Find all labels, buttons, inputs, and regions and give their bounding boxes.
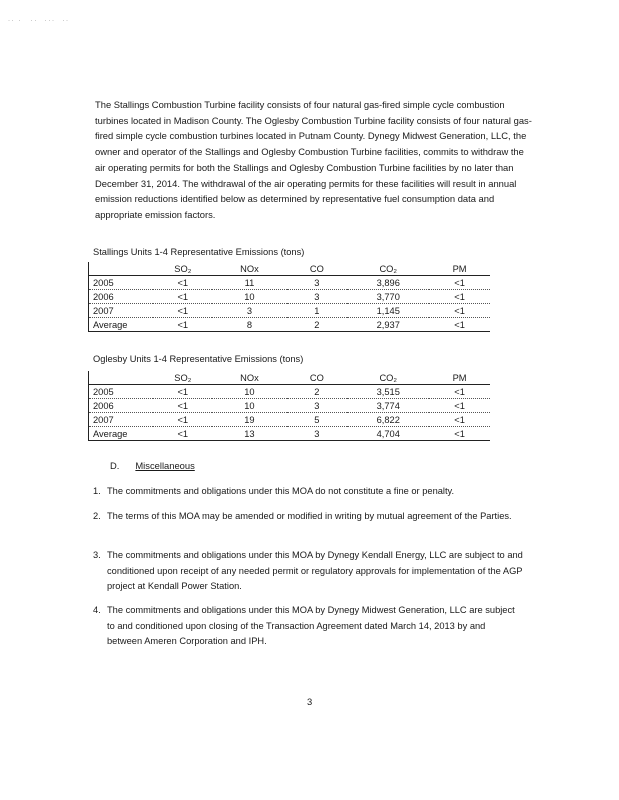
stallings-table-caption: Stallings Units 1-4 Representative Emissions (tons) [93, 247, 305, 257]
table-row [89, 385, 491, 399]
so2-cell: <1 [153, 290, 212, 304]
header-cell: NOx [212, 262, 286, 276]
co2-cell: 4,704 [347, 427, 429, 441]
co-cell: 3 [287, 290, 348, 304]
table-row [89, 276, 491, 290]
item-text: The terms of this MOA may be amended or modified in writing by mutual agreement of the Parties. [107, 511, 512, 521]
pm-cell: <1 [429, 399, 490, 413]
co-cell: 3 [287, 427, 348, 441]
co-cell: 3 [287, 276, 348, 290]
so2-cell: <1 [153, 427, 212, 441]
scan-specks: · · · · · · · · · · [8, 18, 68, 24]
pm-cell: <1 [429, 304, 490, 318]
nox-cell: 11 [212, 276, 286, 290]
pm-cell: <1 [429, 276, 490, 290]
table-header-row [89, 262, 491, 276]
header-cell: CO₂ [347, 371, 429, 385]
table-header-row [89, 371, 491, 385]
table-row [89, 427, 491, 441]
year-cell: 2007 [89, 304, 154, 318]
nox-cell: 10 [212, 290, 286, 304]
intro-paragraph: The Stallings Combustion Turbine facility consists of four natural gas-fired simple cycle combustion turbines located in Madison County. The Oglesby Combustion Turbine facility consists of four natural gas-fired simple cycle combustion turbines located in Putnam County. Dynegy Midwest Generation, LLC, the owner and operator of the Stallings and Oglesby Combustion Turbine facilities, commits to withdraw the air operating permits for both the Stallings and Oglesby Combustion Turbine facilities by no later than December 31, 2014. The withdrawal of the air operating permits for these facilities will result in annual emission reductions identified below as determined by representative fuel consumption data and appropriate emission factors. [95, 99, 532, 220]
year-cell: Average [89, 318, 154, 332]
year-cell: Average [89, 427, 154, 441]
co2-cell: 2,937 [347, 318, 429, 332]
pm-cell: <1 [429, 385, 490, 399]
section-heading [110, 460, 195, 471]
page-number: 3 [307, 696, 313, 707]
list-item [93, 603, 523, 650]
oglesby-table-caption: Oglesby Units 1-4 Representative Emissions (tons) [93, 354, 304, 364]
item-text: The commitments and obligations under this MOA by Dynegy Midwest Generation, LLC are subject to and conditioned upon closing of the Transaction Agreement dated March 14, 2013 by and between Ameren Corporation and IPH. [107, 605, 515, 647]
pm-cell: <1 [429, 318, 490, 332]
pm-cell: <1 [429, 290, 490, 304]
so2-cell: <1 [153, 304, 212, 318]
co-cell: 3 [287, 399, 348, 413]
co2-cell: 3,896 [347, 276, 429, 290]
header-cell: SO₂ [153, 371, 212, 385]
co-cell: 2 [287, 318, 348, 332]
year-cell: 2006 [89, 290, 154, 304]
co-cell: 2 [287, 385, 348, 399]
oglesby-emissions-table [88, 371, 490, 441]
pm-cell: <1 [429, 427, 490, 441]
list-item [93, 484, 523, 500]
list-item [93, 509, 523, 525]
so2-cell: <1 [153, 385, 212, 399]
so2-cell: <1 [153, 413, 212, 427]
co-cell: 5 [287, 413, 348, 427]
item-number: 3. [93, 550, 101, 560]
table-row [89, 413, 491, 427]
year-cell: 2005 [89, 385, 154, 399]
item-number: 4. [93, 605, 101, 615]
nox-cell: 10 [212, 399, 286, 413]
nox-cell: 13 [212, 427, 286, 441]
nox-cell: 3 [212, 304, 286, 318]
table-row [89, 290, 491, 304]
nox-cell: 8 [212, 318, 286, 332]
co2-cell: 1,145 [347, 304, 429, 318]
table-row [89, 304, 491, 318]
header-cell: PM [429, 262, 490, 276]
co2-cell: 3,515 [347, 385, 429, 399]
header-cell: CO [287, 262, 348, 276]
stallings-emissions-table [88, 262, 490, 332]
so2-cell: <1 [153, 318, 212, 332]
year-cell: 2006 [89, 399, 154, 413]
item-text: The commitments and obligations under this MOA do not constitute a fine or penalty. [107, 486, 455, 496]
section-letter: D. [110, 460, 120, 471]
table-row [89, 399, 491, 413]
co2-cell: 3,774 [347, 399, 429, 413]
header-cell: NOx [212, 371, 286, 385]
section-title: Miscellaneous [135, 460, 195, 471]
co2-cell: 6,822 [347, 413, 429, 427]
year-cell: 2005 [89, 276, 154, 290]
so2-cell: <1 [153, 276, 212, 290]
list-item [93, 548, 523, 595]
item-text: The commitments and obligations under this MOA by Dynegy Kendall Energy, LLC are subject to and conditioned upon receipt of any needed permit or regulatory approvals for implementation of the AGP project at Kendall Power Station. [107, 550, 523, 592]
header-cell: SO₂ [153, 262, 212, 276]
nox-cell: 10 [212, 385, 286, 399]
header-cell [89, 262, 154, 276]
item-number: 2. [93, 511, 101, 521]
co-cell: 1 [287, 304, 348, 318]
header-cell: CO [287, 371, 348, 385]
header-cell [89, 371, 154, 385]
pm-cell: <1 [429, 413, 490, 427]
nox-cell: 19 [212, 413, 286, 427]
so2-cell: <1 [153, 399, 212, 413]
year-cell: 2007 [89, 413, 154, 427]
co2-cell: 3,770 [347, 290, 429, 304]
item-number: 1. [93, 486, 101, 496]
table-row [89, 318, 491, 332]
header-cell: CO₂ [347, 262, 429, 276]
header-cell: PM [429, 371, 490, 385]
